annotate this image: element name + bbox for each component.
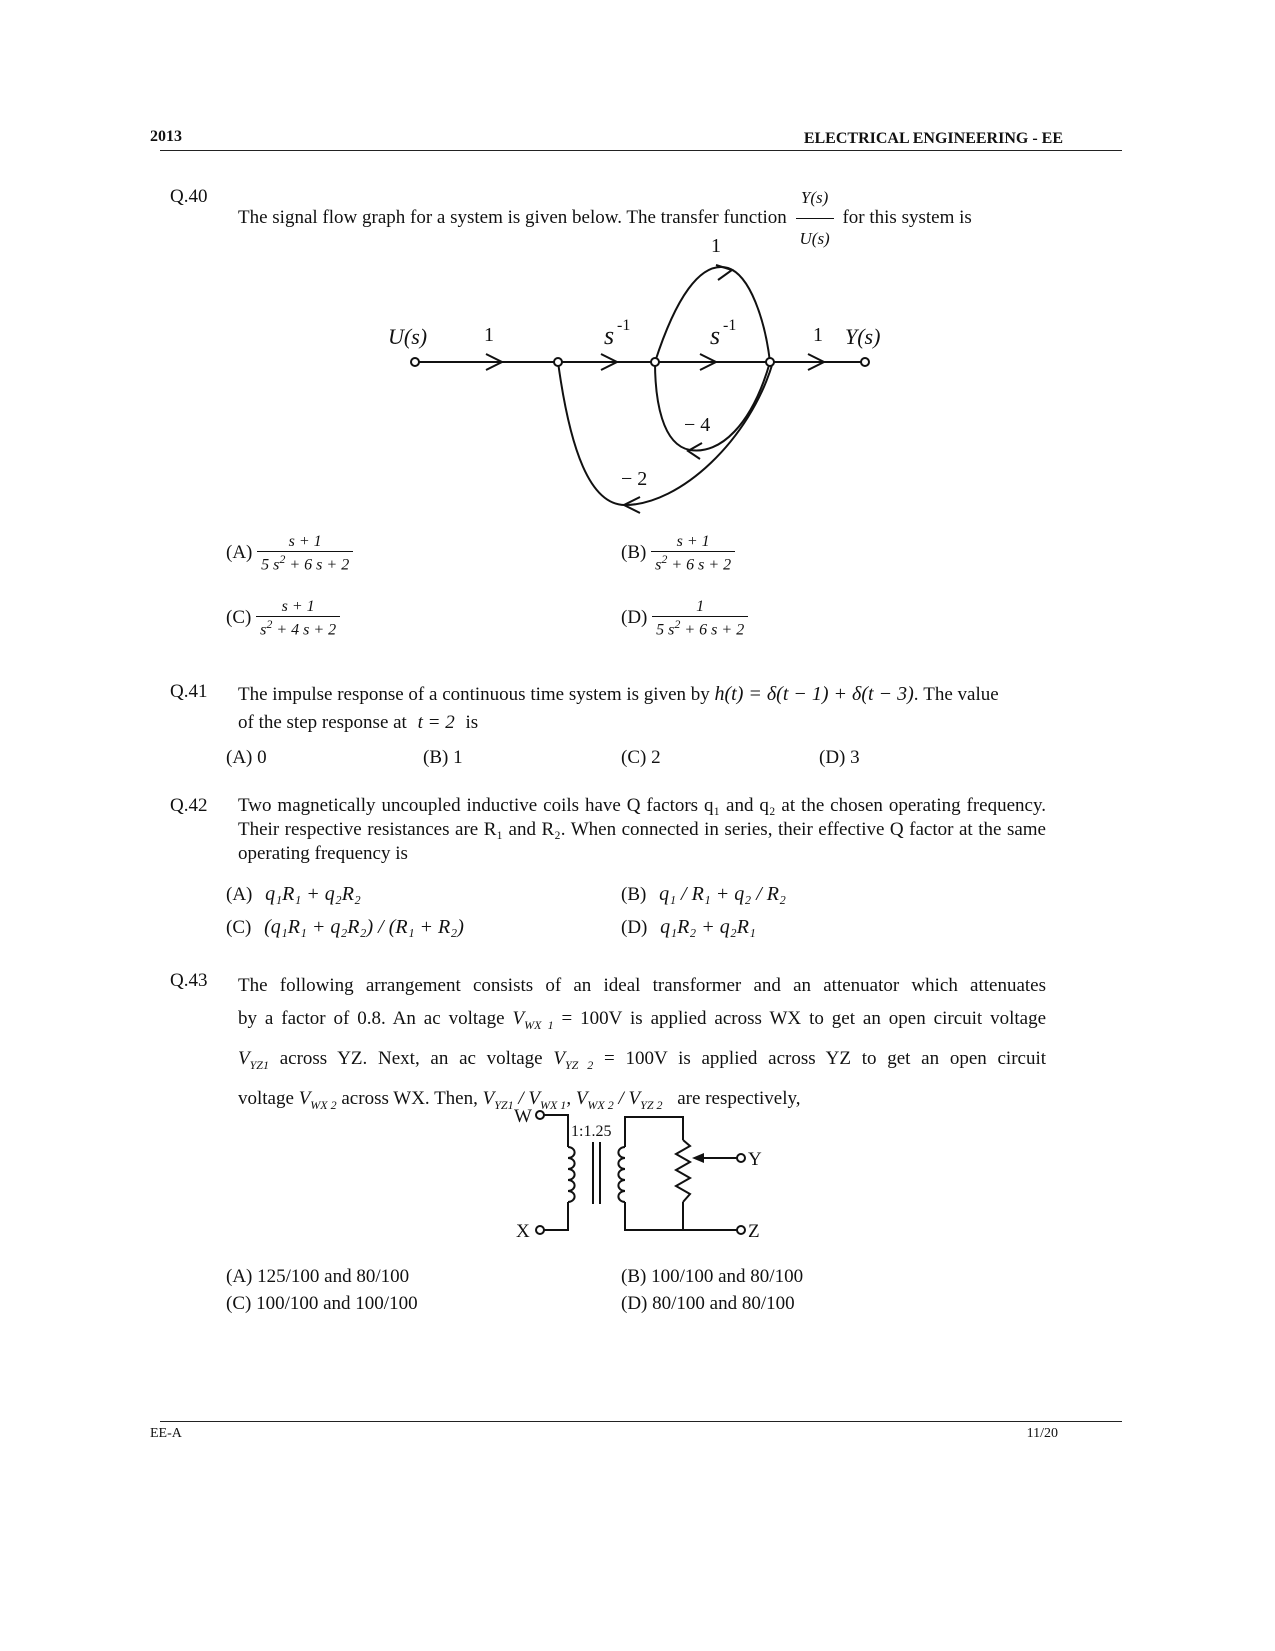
q41-number: Q.41 (170, 681, 208, 702)
symbol-v: V (528, 1087, 540, 1109)
option-label: (D) (621, 917, 648, 938)
q43-number: Q.43 (170, 970, 208, 991)
exam-year: 2013 (150, 128, 182, 145)
q40-number: Q.40 (170, 186, 208, 207)
option-expression: q₁R₂ + q₂R₁ (660, 916, 756, 938)
sub: YZ1 (249, 1057, 269, 1072)
terminal-x (536, 1226, 544, 1234)
option-label: (B) (621, 884, 647, 905)
q43-option-a[interactable]: (A) 125/100 and 80/100 (226, 1266, 410, 1287)
label-w: W (514, 1106, 532, 1127)
q43-option-d[interactable]: (D) 80/100 and 80/100 (621, 1293, 795, 1314)
footer-code: EE-A (150, 1426, 182, 1441)
wiper-arrow (692, 1153, 704, 1163)
terminal-z (737, 1226, 745, 1234)
gain-top: 1 (711, 235, 721, 257)
option-label: (C) (226, 607, 252, 629)
fraction-num: s + 1 (257, 533, 353, 552)
q43-option-b[interactable]: (B) 100/100 and 80/100 (621, 1266, 804, 1287)
wire-bottom (625, 1202, 737, 1230)
terminal-y (737, 1154, 745, 1162)
den-b: + 4 s + 2 (272, 621, 337, 639)
den-a: 5 s (656, 621, 675, 639)
footer-rule (160, 1421, 1122, 1422)
q40-frac-den: U(s) (799, 229, 830, 248)
den-b: + 6 s + 2 (680, 621, 745, 639)
symbol-v: V (482, 1087, 495, 1109)
sub: WX 1 (524, 1017, 554, 1032)
gain-fb2: − 2 (621, 468, 648, 490)
symbol-v: V (238, 1047, 250, 1069)
q41-text-d: is (465, 712, 479, 733)
option-label: (D) (621, 607, 648, 629)
den-b: + 6 s + 2 (667, 556, 732, 574)
sub: YZ1 (494, 1097, 514, 1112)
symbol-v: V (553, 1047, 565, 1069)
wire-x (544, 1202, 568, 1230)
q41-equation-2: t = 2 (417, 712, 455, 733)
q41-option-c[interactable]: (C) 2 (621, 747, 661, 768)
slash: / (613, 1087, 629, 1109)
sub: YZ 2 (640, 1097, 663, 1112)
gain-s2: s (710, 321, 721, 350)
label-x: X (516, 1221, 530, 1242)
label-input: U(s) (388, 324, 428, 349)
q41-text-b: . The value (913, 684, 999, 705)
text: across YZ. Next, an ac voltage (279, 1047, 543, 1069)
q41-equation: h(t) = δ(t − 1) + δ(t − 3) (714, 683, 914, 705)
gain-out: 1 (813, 324, 823, 346)
text: across WX. Then, (341, 1087, 478, 1109)
q42-number: Q.42 (170, 795, 208, 816)
slash: / (513, 1087, 529, 1109)
sub: WX 2 (587, 1097, 614, 1112)
turns-ratio: 1:1.25 (571, 1123, 612, 1140)
q40-text-before: The signal flow graph for a system is given below. The transfer function (238, 206, 787, 228)
den-a: s (655, 556, 662, 574)
wire-w (544, 1115, 568, 1147)
den-exp: 2 (266, 617, 273, 631)
symbol-v: V (512, 1008, 525, 1029)
fraction-num: s + 1 (651, 533, 735, 552)
q41-option-a[interactable]: (A) 0 (226, 747, 267, 768)
option-label: (A) (226, 884, 253, 905)
symbol-v: V (298, 1087, 311, 1109)
option-label: (A) (226, 542, 253, 564)
label-output: Y(s) (845, 324, 881, 349)
q41-text-a: The impulse response of a continuous time system is given by (238, 684, 710, 705)
gain-s1: s (604, 321, 615, 350)
symbol-v: V (575, 1087, 588, 1109)
gain-s2-exp: -1 (723, 317, 737, 334)
wire-top (625, 1117, 683, 1147)
exam-subject: ELECTRICAL ENGINEERING - EE (803, 130, 1063, 147)
sub: WX 1 (539, 1097, 567, 1112)
gain-fb1: − 4 (684, 414, 711, 436)
q41-text-c: of the step response at (238, 712, 407, 733)
q43-line-1: The following arrangement consists of an ideal transformer and an attenuator which attenuates (238, 975, 1046, 996)
den-b: + 6 s + 2 (285, 556, 350, 574)
label-y: Y (748, 1149, 762, 1170)
terminal-w (536, 1111, 544, 1119)
q41-option-b[interactable]: (B) 1 (423, 747, 463, 768)
den-exp: 2 (279, 552, 286, 566)
sub: YZ 2 (564, 1057, 594, 1072)
comma: , (566, 1087, 576, 1109)
option-expression: (q₁R₁ + q₂R₂) / (R₁ + R₂) (264, 916, 464, 938)
gain-s1-exp: -1 (617, 317, 631, 334)
den-a: 5 s (261, 556, 280, 574)
text: = 100V is applied across YZ to get an open circuit (604, 1047, 1047, 1069)
label-z: Z (748, 1221, 760, 1242)
text: are respectively, (677, 1087, 801, 1109)
option-expression: q₁ / R₁ + q₂ / R₂ (659, 883, 786, 905)
q40-frac-num: Y(s) (796, 178, 834, 219)
sub: WX 2 (310, 1097, 337, 1112)
symbol-v: V (628, 1087, 641, 1109)
gain-in: 1 (484, 324, 494, 346)
text: voltage (238, 1087, 294, 1109)
text: by a factor of 0.8. An ac voltage (238, 1008, 505, 1029)
option-label: (C) (226, 917, 252, 938)
resistor (676, 1140, 690, 1202)
den-exp: 2 (674, 617, 681, 631)
q41-option-d[interactable]: (D) 3 (819, 747, 860, 768)
primary-coil (568, 1147, 575, 1202)
option-label: (B) (621, 542, 647, 564)
fraction-num: s + 1 (256, 598, 340, 617)
footer-page: 11/20 (1026, 1426, 1058, 1441)
secondary-coil (618, 1147, 625, 1202)
fraction-num: 1 (652, 598, 748, 617)
den-exp: 2 (661, 552, 668, 566)
q40-text-after: for this system is (842, 206, 972, 228)
text: = 100V is applied across WX to get an open circuit voltage (561, 1008, 1047, 1029)
q43-option-c[interactable]: (C) 100/100 and 100/100 (226, 1293, 418, 1314)
q42-stem: Two magnetically uncoupled inductive coils have Q factors q₁ and q₂ at the chosen operating frequency. Their respective resistances are R₁ and R₂. When connected in series, their effective Q factor at the same operating frequency is (238, 795, 1046, 864)
option-expression: q₁R₁ + q₂R₂ (265, 883, 361, 905)
den-a: s (260, 621, 267, 639)
